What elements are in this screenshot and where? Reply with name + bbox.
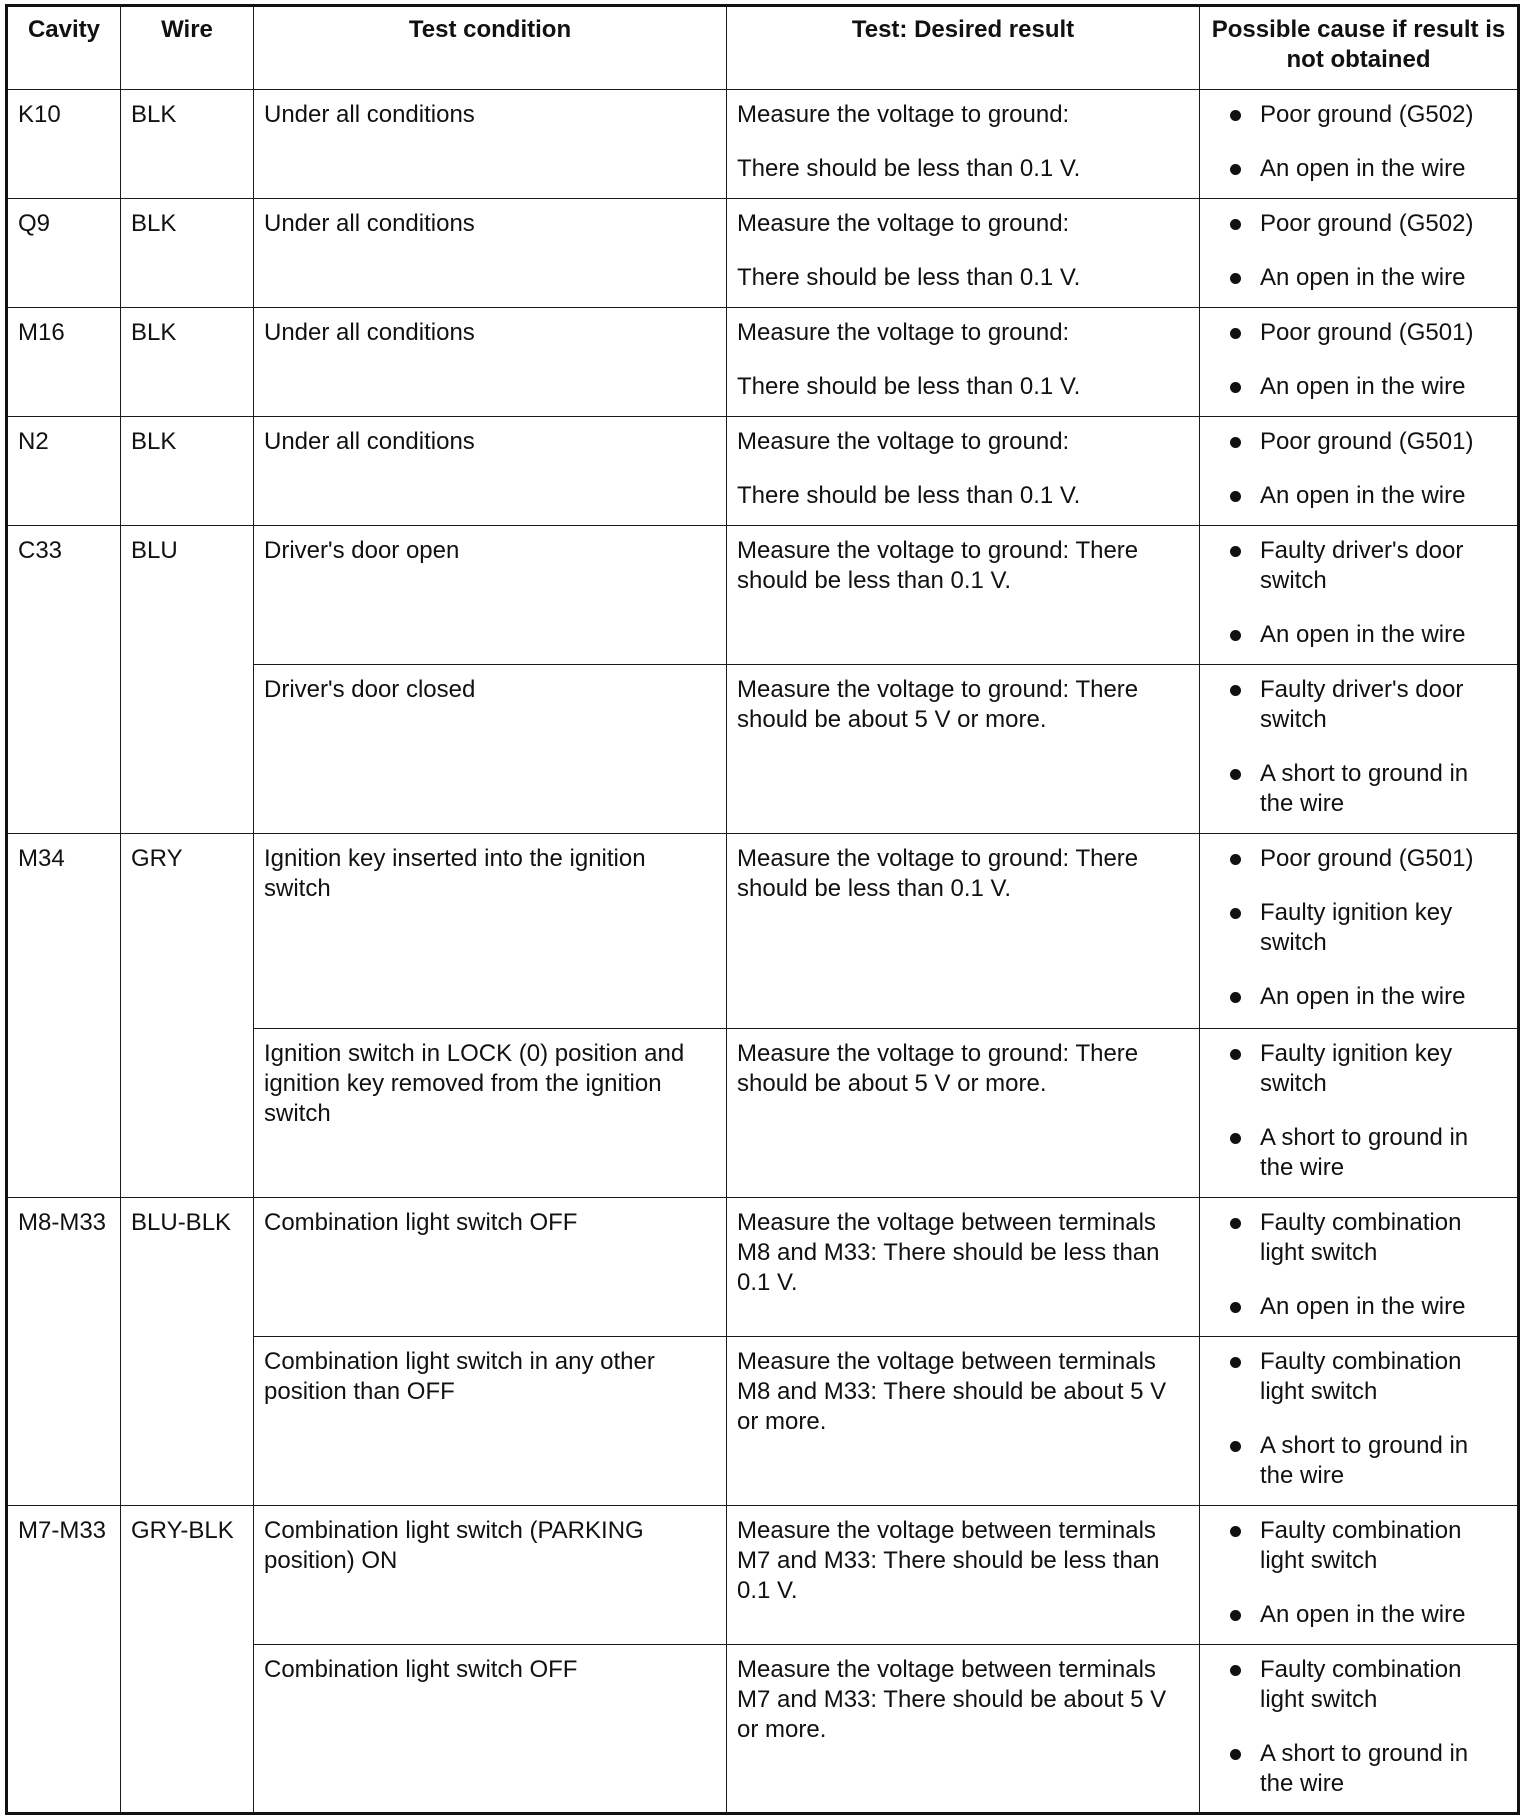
cause-list (1210, 1347, 1507, 1491)
cause-item: Faulty combination light switch (1210, 1655, 1507, 1715)
result-text: Measure the voltage between terminals M8 and M33: There should be about 5 V or more. (737, 1348, 1167, 1435)
table-row (7, 199, 1519, 308)
cause-cell (1200, 834, 1519, 1029)
result-text: Measure the voltage between terminals M7 and M33: There should be less than 0.1 V. (737, 1517, 1160, 1604)
result-text: Measure the voltage between terminals M7 and M33: There should be about 5 V or more. (737, 1656, 1167, 1743)
result-text: Measure the voltage to ground: (737, 319, 1070, 346)
condition-cell: Under all conditions (254, 199, 727, 308)
cause-item: A short to ground in the wire (1210, 759, 1507, 819)
cause-item: Faulty combination light switch (1210, 1516, 1507, 1576)
condition-cell: Combination light switch (PARKING position) ON (254, 1506, 727, 1645)
condition-cell: Ignition key inserted into the ignition switch (254, 834, 727, 1029)
cause-cell (1200, 308, 1519, 417)
cavity-cell: K10 (7, 90, 121, 199)
cavity-cell: M34 (7, 834, 121, 1198)
result-cell (727, 90, 1200, 199)
cause-cell (1200, 1645, 1519, 1814)
condition-cell: Driver's door open (254, 526, 727, 665)
cause-list (1210, 844, 1507, 1012)
result-text: Measure the voltage to ground: (737, 428, 1070, 455)
cause-item: An open in the wire (1210, 481, 1507, 511)
cause-item: Faulty ignition key switch (1210, 1039, 1507, 1099)
condition-cell: Combination light switch OFF (254, 1645, 727, 1814)
cause-item: Poor ground (G501) (1210, 318, 1507, 348)
table-row (7, 834, 1519, 1029)
cause-item: An open in the wire (1210, 1292, 1507, 1322)
condition-cell: Under all conditions (254, 308, 727, 417)
result-cell (727, 1645, 1200, 1814)
cause-list (1210, 675, 1507, 819)
result-text: There should be less than 0.1 V. (737, 155, 1081, 182)
cause-cell (1200, 1337, 1519, 1506)
cause-item: Faulty driver's door switch (1210, 675, 1507, 735)
cause-list (1210, 1039, 1507, 1183)
cause-item: Poor ground (G501) (1210, 427, 1507, 457)
cavity-cell: M7-M33 (7, 1506, 121, 1814)
cause-item: An open in the wire (1210, 372, 1507, 402)
cause-cell (1200, 1198, 1519, 1337)
cause-item: Faulty combination light switch (1210, 1347, 1507, 1407)
result-text: There should be less than 0.1 V. (737, 264, 1081, 291)
connector-test-table (5, 4, 1520, 1815)
result-cell (727, 1506, 1200, 1645)
cause-item: Poor ground (G501) (1210, 844, 1507, 874)
condition-cell: Under all conditions (254, 90, 727, 199)
cause-list (1210, 1208, 1507, 1322)
cause-item: An open in the wire (1210, 263, 1507, 293)
table-row (7, 417, 1519, 526)
cavity-cell: Q9 (7, 199, 121, 308)
wire-cell: GRY (121, 834, 254, 1198)
cause-cell (1200, 665, 1519, 834)
cause-list (1210, 209, 1507, 293)
result-text: There should be less than 0.1 V. (737, 373, 1081, 400)
cause-cell (1200, 526, 1519, 665)
cavity-cell: M8-M33 (7, 1198, 121, 1506)
cause-item: An open in the wire (1210, 1600, 1507, 1630)
cause-list (1210, 536, 1507, 650)
cause-item: A short to ground in the wire (1210, 1123, 1507, 1183)
table-row (7, 1506, 1519, 1645)
header-cavity: Cavity (7, 6, 121, 90)
result-cell (727, 308, 1200, 417)
condition-cell: Combination light switch OFF (254, 1198, 727, 1337)
result-cell (727, 199, 1200, 308)
result-cell (727, 526, 1200, 665)
condition-cell: Combination light switch in any other position than OFF (254, 1337, 727, 1506)
cause-list (1210, 1655, 1507, 1799)
cause-item: An open in the wire (1210, 982, 1507, 1012)
result-cell (727, 1337, 1200, 1506)
cause-item: Faulty combination light switch (1210, 1208, 1507, 1268)
wire-cell: BLK (121, 90, 254, 199)
condition-cell: Driver's door closed (254, 665, 727, 834)
cause-item: A short to ground in the wire (1210, 1431, 1507, 1491)
table-row (7, 308, 1519, 417)
cause-item: An open in the wire (1210, 620, 1507, 650)
cause-cell (1200, 199, 1519, 308)
cause-item: Faulty driver's door switch (1210, 536, 1507, 596)
cause-cell (1200, 90, 1519, 199)
condition-cell: Under all conditions (254, 417, 727, 526)
result-cell (727, 417, 1200, 526)
cause-list (1210, 1516, 1507, 1630)
cavity-cell: M16 (7, 308, 121, 417)
result-cell (727, 1198, 1200, 1337)
cause-item: A short to ground in the wire (1210, 1739, 1507, 1799)
wire-cell: BLK (121, 417, 254, 526)
result-text: There should be less than 0.1 V. (737, 482, 1081, 509)
cause-item: Faulty ignition key switch (1210, 898, 1507, 958)
header-possible-cause: Possible cause if result is not obtained (1200, 6, 1519, 90)
result-text: Measure the voltage to ground: There should be less than 0.1 V. (737, 845, 1139, 902)
cause-item: An open in the wire (1210, 154, 1507, 184)
result-text: Measure the voltage to ground: There should be less than 0.1 V. (737, 537, 1139, 594)
header-test-condition: Test condition (254, 6, 727, 90)
table-header-row (7, 6, 1519, 90)
wire-cell: GRY-BLK (121, 1506, 254, 1814)
table-row (7, 526, 1519, 665)
result-cell (727, 665, 1200, 834)
cause-list (1210, 100, 1507, 184)
result-text: Measure the voltage to ground: (737, 210, 1070, 237)
cause-list (1210, 318, 1507, 402)
header-desired-result: Test: Desired result (727, 6, 1200, 90)
result-cell (727, 1029, 1200, 1198)
cause-cell (1200, 1029, 1519, 1198)
result-text: Measure the voltage to ground: (737, 101, 1070, 128)
condition-cell: Ignition switch in LOCK (0) position and ignition key removed from the ignition switch (254, 1029, 727, 1198)
result-text: Measure the voltage to ground: There should be about 5 V or more. (737, 1040, 1139, 1097)
table-row (7, 90, 1519, 199)
result-cell (727, 834, 1200, 1029)
cause-cell (1200, 1506, 1519, 1645)
header-wire: Wire (121, 6, 254, 90)
cause-list (1210, 427, 1507, 511)
result-text: Measure the voltage to ground: There should be about 5 V or more. (737, 676, 1139, 733)
wire-cell: BLU (121, 526, 254, 834)
cavity-cell: C33 (7, 526, 121, 834)
cause-cell (1200, 417, 1519, 526)
cause-item: Poor ground (G502) (1210, 100, 1507, 130)
wire-cell: BLK (121, 199, 254, 308)
cavity-cell: N2 (7, 417, 121, 526)
wire-cell: BLU-BLK (121, 1198, 254, 1506)
cause-item: Poor ground (G502) (1210, 209, 1507, 239)
table-row (7, 1198, 1519, 1337)
wire-cell: BLK (121, 308, 254, 417)
result-text: Measure the voltage between terminals M8 and M33: There should be less than 0.1 V. (737, 1209, 1160, 1296)
